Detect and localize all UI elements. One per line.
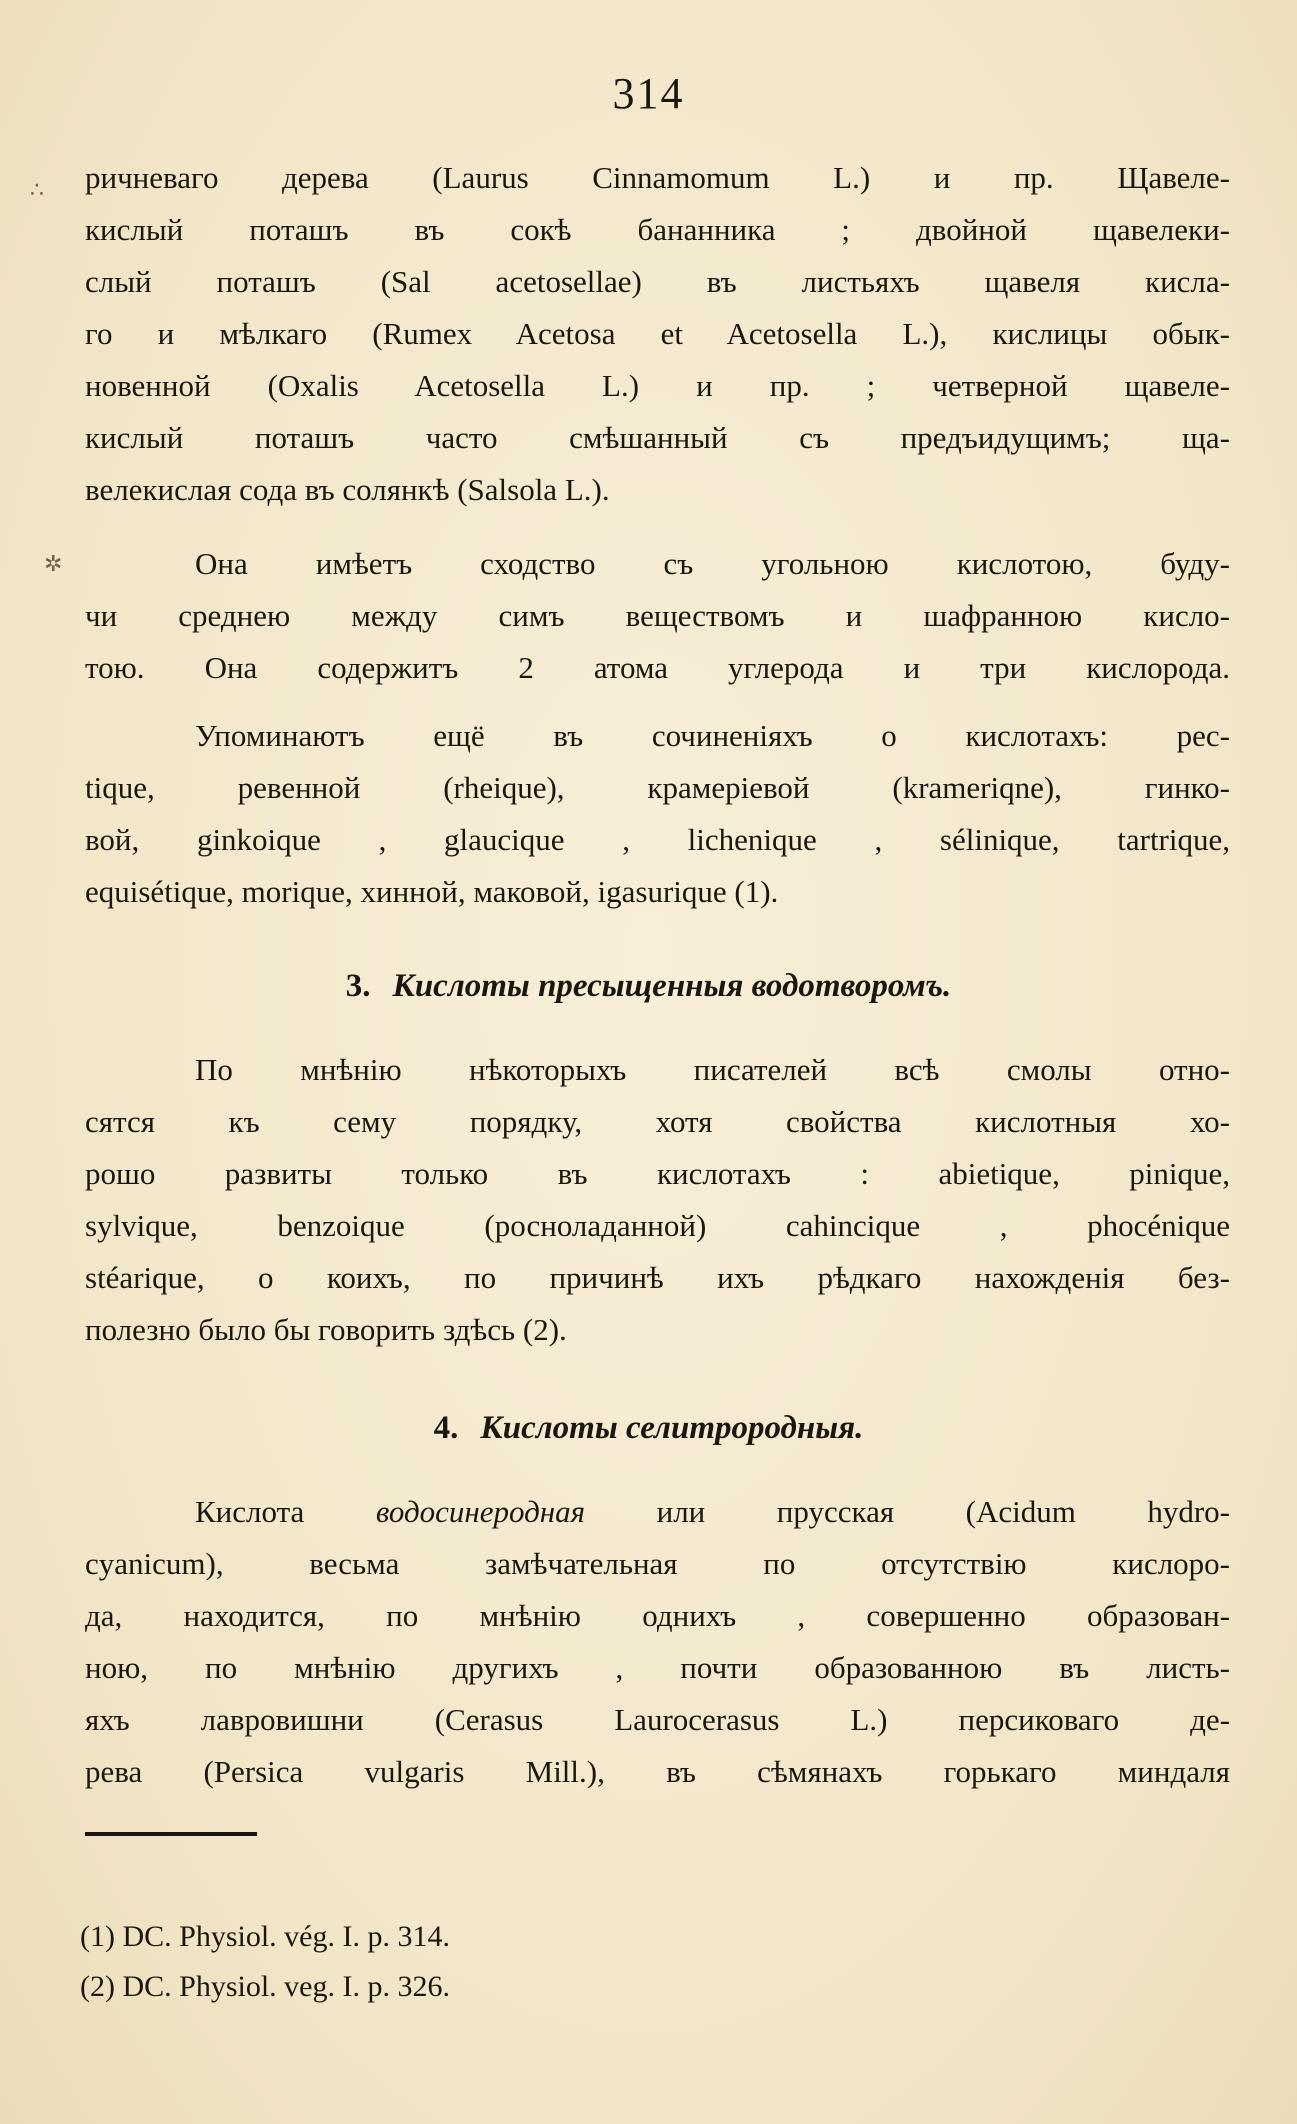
text-line: tique, ревенной (rheique), крамеріевой (krameriqne), гинко- bbox=[85, 770, 1230, 805]
text-line: кислый поташъ часто смѣшанный съ предъидущимъ; ща- bbox=[85, 420, 1230, 455]
paragraph-2 bbox=[85, 538, 1230, 694]
text-line: sylvique, benzoique (росноладанной) cahincique , phocénique bbox=[85, 1208, 1230, 1243]
text-line: тою. Она содержитъ 2 атома углерода и три кислорода. bbox=[85, 650, 1230, 685]
text-line: По мнѣнію нѣкоторыхъ писателей всѣ смолы отно- bbox=[195, 1052, 1230, 1087]
heading-title: Кислоты пресыщенныя водотворомъ. bbox=[392, 968, 952, 1004]
text-line: велекислая сода въ солянкѣ (Salsola L.). bbox=[85, 472, 610, 507]
heading-title: Кислоты селитрородныя. bbox=[480, 1410, 864, 1446]
section-heading-3 bbox=[0, 968, 1297, 1005]
section-heading-4 bbox=[0, 1410, 1297, 1447]
text-run: Кислота bbox=[195, 1494, 376, 1529]
paragraph-1 bbox=[85, 152, 1230, 516]
text-line: equisétique, morique, хинной, маковой, igasurique (1). bbox=[85, 874, 779, 909]
text-line: слый поташъ (Sal acetosellae) въ листьяхъ щавеля кисла- bbox=[85, 264, 1230, 299]
text-line: рошо развиты только въ кислотахъ : abietique, pinique, bbox=[85, 1156, 1230, 1191]
footnote-divider bbox=[85, 1832, 257, 1836]
text-line: рева (Persica vulgaris Mill.), въ сѣмянахъ горькаго миндаля bbox=[85, 1754, 1230, 1789]
text-line: Упоминаютъ ещё въ сочиненіяхъ о кислотахъ: pec- bbox=[195, 718, 1230, 753]
text-line: полезно было бы говорить здѣсь (2). bbox=[85, 1312, 567, 1347]
paragraph-4 bbox=[85, 1044, 1230, 1356]
text-run: или прусская (Acidum hydro- bbox=[585, 1494, 1230, 1529]
text-line: да, находится, по мнѣнію однихъ , совершенно образован- bbox=[85, 1598, 1230, 1633]
text-line: Она имѣетъ сходство съ угольною кислотою, буду- bbox=[195, 546, 1230, 581]
italic-term: водосинеродная bbox=[375, 1494, 586, 1529]
text-line: вой, ginkoique , glaucique , lichenique , sélinique, tartrique, bbox=[85, 822, 1230, 857]
text-line: ною, по мнѣнію другихъ , почти образованною въ листь- bbox=[85, 1650, 1230, 1685]
text-line: ричневаго дерева (Laurus Cinnamomum L.) и пр. Щавеле- bbox=[85, 160, 1230, 195]
text-line: stéarique, о коихъ, по причинѣ ихъ рѣдкаго нахожденія без- bbox=[85, 1260, 1230, 1295]
heading-number: 4. bbox=[433, 1410, 459, 1446]
text-line: сятся къ сему порядку, хотя свойства кислотныя хо- bbox=[85, 1104, 1230, 1139]
text-line: чи среднею между симъ веществомъ и шафранною кисло- bbox=[85, 598, 1230, 633]
paragraph-5 bbox=[85, 1486, 1230, 1798]
footnotes bbox=[80, 1912, 880, 2012]
margin-mark-1: ∴ bbox=[30, 178, 44, 203]
text-line: cyanicum), весьма замѣчательная по отсутствію кислоро- bbox=[85, 1546, 1230, 1581]
heading-number: 3. bbox=[345, 968, 371, 1004]
footnote-1: (1) DC. Physiol. vég. I. p. 314. bbox=[80, 1920, 450, 1953]
footnote-2: (2) DC. Physiol. veg. I. p. 326. bbox=[80, 1970, 450, 2003]
text-line: яхъ лавровишни (Cerasus Laurocerasus L.) персиковаго де- bbox=[85, 1702, 1230, 1737]
margin-mark-2: ✲ bbox=[44, 552, 63, 577]
page-number: 314 bbox=[612, 69, 685, 118]
text-line: го и мѣлкаго (Rumex Acetosa et Acetosella L.), кислицы обык- bbox=[85, 316, 1230, 351]
text-line-first bbox=[85, 1486, 1230, 1538]
paragraph-3 bbox=[85, 710, 1230, 918]
text-line: кислый поташъ въ сокѣ бананника ; двойной щавелеки- bbox=[85, 212, 1230, 247]
text-line: новенной (Oxalis Acetosella L.) и пр. ; четверной щавеле- bbox=[85, 368, 1230, 403]
